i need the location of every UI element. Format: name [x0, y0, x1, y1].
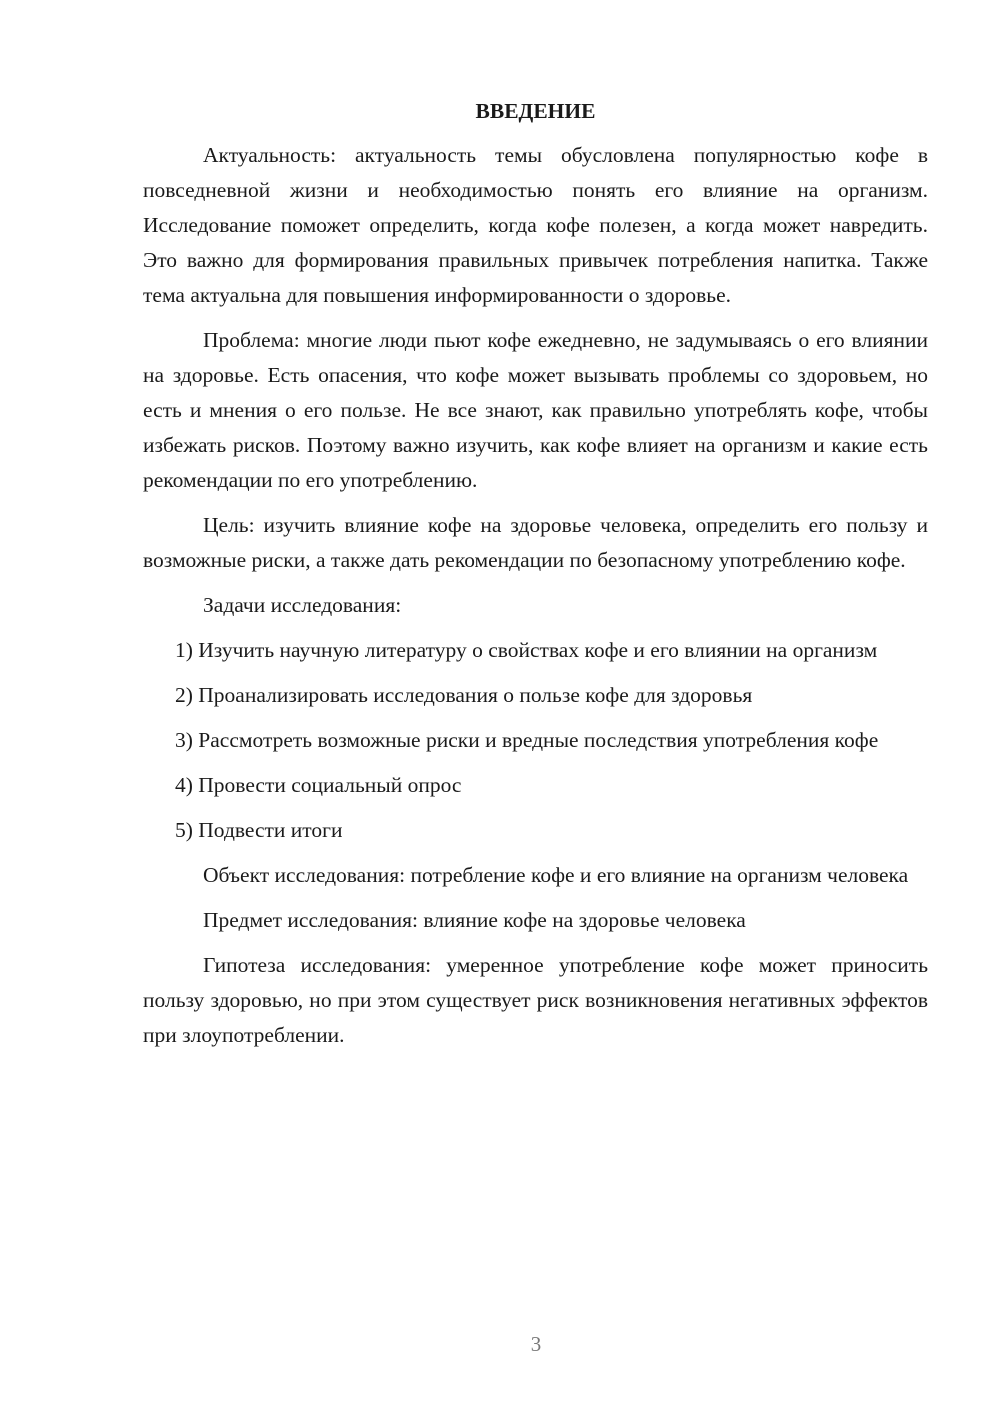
tasks-heading: Задачи исследования:: [203, 593, 402, 617]
object-paragraph: Объект исследования: потребление кофе и его влияние на организм человека: [203, 863, 909, 887]
section-title: ВВЕДЕНИЕ: [475, 99, 596, 123]
page-number: 3: [530, 1332, 542, 1356]
goal-paragraph: Цель: изучить влияние кофе на здоровье человека, определить его пользу и возможные риски, а также дать рекомендации по безопасному употреблению кофе.: [143, 513, 928, 572]
problem-paragraph: Проблема: многие люди пьют кофе ежедневно, не задумываясь о его влиянии на здоровье. Есть опасения, что кофе может вызывать проблемы со здоровьем, но есть и мнения о его пользе. Не все знают, как правильно употреблять кофе, чтобы избежать рисков. Поэтому важно изучить, как кофе влияет на организм и какие есть рекомендации по его употреблению.: [143, 328, 928, 492]
task-item-1: 1) Изучить научную литературу о свойствах кофе и его влиянии на организм: [175, 638, 878, 662]
task-item-4: 4) Провести социальный опрос: [175, 773, 462, 797]
document-body: [143, 96, 928, 1063]
relevance-paragraph: Актуальность: актуальность темы обусловлена популярностью кофе в повседневной жизни и необходимостью понять его влияние на организм. Исследование поможет определить, когда кофе полезен, а когда может навредить. Это важно для формирования правильных привычек потребления напитка. Также тема актуальна для повышения информированности о здоровье.: [143, 143, 928, 307]
task-item-3: 3) Рассмотреть возможные риски и вредные последствия употребления кофе: [175, 728, 879, 752]
task-item-2: 2) Проанализировать исследования о пользе кофе для здоровья: [175, 683, 753, 707]
subject-paragraph: Предмет исследования: влияние кофе на здоровье человека: [203, 908, 746, 932]
hypothesis-paragraph: Гипотеза исследования: умеренное употребление кофе может приносить пользу здоровью, но при этом существует риск возникновения негативных эффектов при злоупотреблении.: [143, 953, 928, 1047]
task-item-5: 5) Подвести итоги: [175, 818, 343, 842]
